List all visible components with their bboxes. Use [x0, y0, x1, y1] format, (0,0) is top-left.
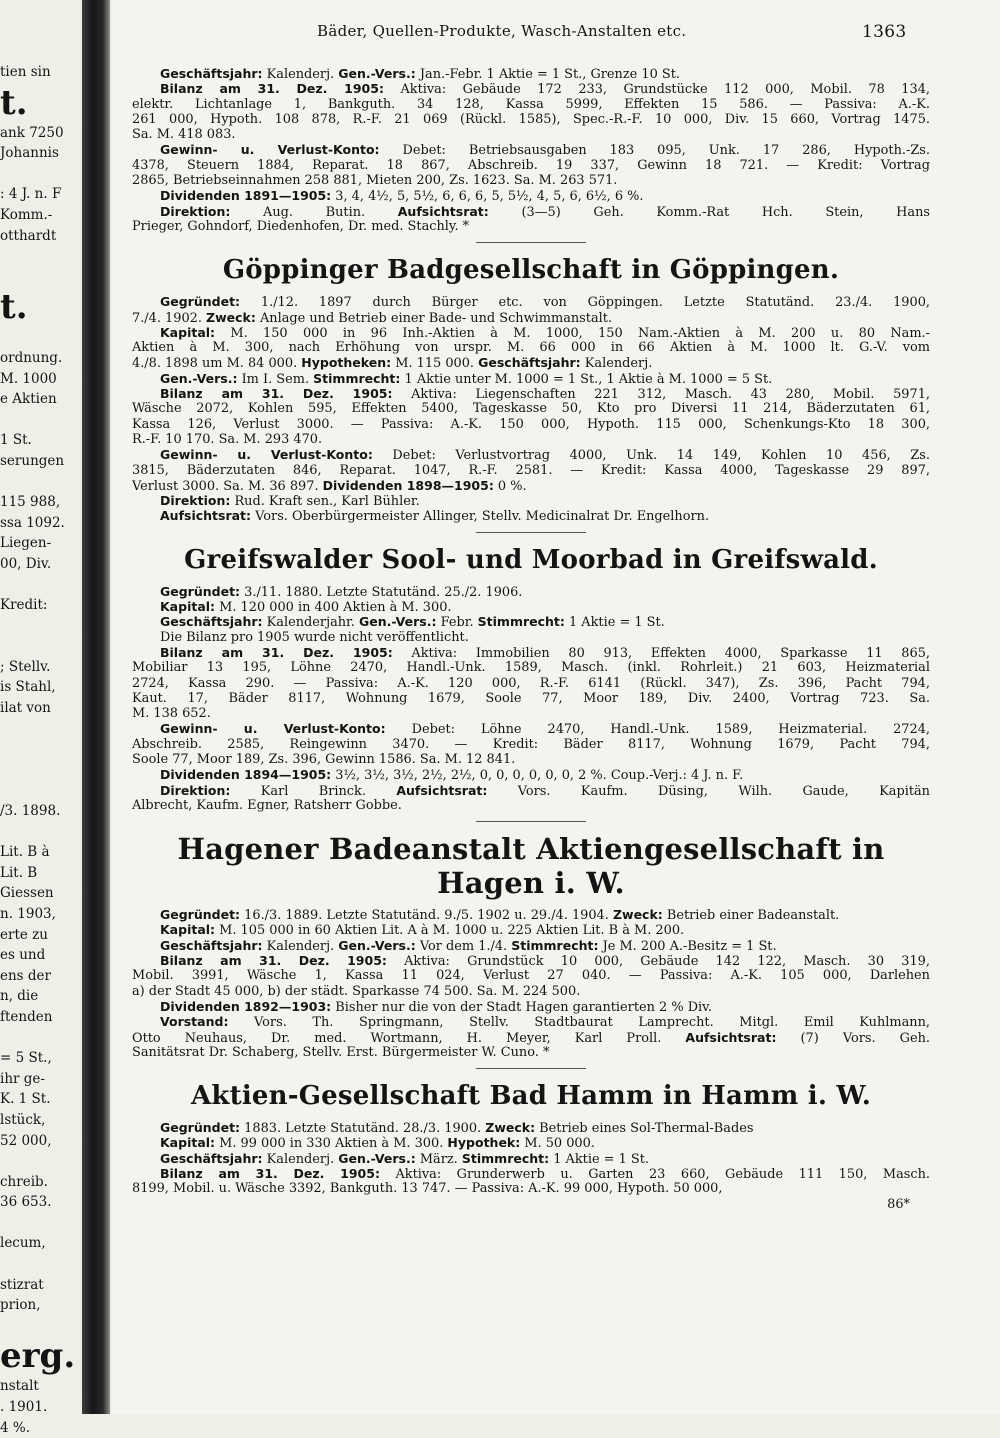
margin-line — [0, 1254, 82, 1275]
text-line: Sa. M. 418 083. — [132, 127, 236, 143]
text-line: Dividenden 1894—1905: 3½, 3½, 3½, 2½, 2½, 0, 0, 0, 0, 0, 0, 2 %. Coup.-Verj.: 4 J. n. F. — [160, 767, 744, 784]
margin-line: ank 7250 — [0, 124, 64, 141]
text-line: Kapital: M. 99 000 in 330 Aktien à M. 300. Hypothek: M. 50 000. — [160, 1135, 595, 1152]
text-line: 4./8. 1898 um M. 84 000. Hypotheken: M. 115 000. Geschäftsjahr: Kalenderj. — [132, 355, 653, 372]
margin-line: ftenden — [0, 1008, 53, 1025]
margin-line: t. — [0, 287, 28, 328]
section-divider — [476, 242, 586, 243]
margin-line: ihr ge- — [0, 1070, 45, 1087]
text-line: Albrecht, Kaufm. Egner, Ratsherr Gobbe. — [132, 797, 402, 813]
margin-line: /3. 1898. — [0, 803, 61, 819]
margin-line: Johannis — [0, 145, 59, 162]
margin-line: n, die — [0, 988, 39, 1005]
margin-line — [0, 739, 82, 760]
section-divider — [476, 1068, 586, 1069]
margin-line — [0, 164, 82, 185]
text-line: Aktien à M. 300, nach Erhöhung von urspr. M. 66 000 in 66 Aktien à M. 1000 lt. G.-V. vom — [132, 340, 930, 356]
margin-line — [0, 1028, 82, 1049]
margin-line — [0, 780, 82, 801]
margin-line — [0, 636, 82, 657]
text-line: Sanitätsrat Dr. Schaberg, Stellv. Erst. Bürgermeister W. Cuno. * — [132, 1044, 550, 1060]
page-content — [132, 66, 930, 1212]
text-line: Bilanz am 31. Dez. 1905: Aktiva: Gebäude 172 233, Grundstücke 112 000, Mobil. 78 134, — [160, 81, 930, 98]
text-line: Gewinn- u. Verlust-Konto: Debet: Betriebsausgaben 183 095, Unk. 17 286, Hypoth.-Zs. — [160, 142, 930, 159]
text-line: Direktion: Aug. Butin. Aufsichtsrat: (3—5) Geh. Komm.-Rat Hch. Stein, Hans — [160, 203, 930, 220]
text-line: Gewinn- u. Verlust-Konto: Debet: Verlustvortrag 4000, Unk. 14 149, Kohlen 10 456, Zs. — [160, 447, 930, 464]
margin-line — [0, 327, 82, 348]
margin-line: ilat von — [0, 700, 51, 717]
text-line: Bilanz am 31. Dez. 1905: Aktiva: Liegenschaften 221 312, Masch. 43 280, Mobil. 5971, — [160, 386, 930, 403]
margin-line: Lit. B à — [0, 844, 50, 861]
margin-line — [0, 574, 82, 595]
text-line: Direktion: Karl Brinck. Aufsichtsrat: Vors. Kaufm. Düsing, Wilh. Gaude, Kapitän — [160, 782, 930, 799]
margin-line: prion, — [0, 1297, 41, 1314]
margin-line — [0, 1213, 82, 1234]
text-line: Gegründet: 1883. Letzte Statutänd. 28./3. 1900. Zweck: Betrieb eines Sol-Thermal-Bades — [160, 1120, 754, 1137]
title-gap — [132, 287, 930, 294]
text-line: Mobil. 3991, Wäsche 1, Kassa 11 024, Verlust 27 040. — Passiva: A.-K. 105 000, Darlehen — [132, 968, 930, 984]
margin-line: is Stahl, — [0, 679, 56, 696]
margin-line: Liegen- — [0, 535, 52, 552]
text-line: Mobiliar 13 195, Löhne 2470, Handl.-Unk. 1589, Masch. (inkl. Rohrleit.) 21 603, Heizmaterial — [132, 660, 930, 676]
margin-line — [0, 760, 82, 781]
margin-line — [0, 410, 82, 431]
text-line: Bilanz am 31. Dez. 1905: Aktiva: Grundstück 10 000, Gebäude 142 122, Masch. 30 319, — [160, 953, 930, 970]
margin-line: ; Stellv. — [0, 658, 51, 675]
text-line: 3815, Bäderzutaten 846, Reparat. 1047, R.-F. 2581. — Kredit: Kassa 4000, Tageskasse 29 897, — [132, 462, 930, 478]
margin-line: 36 653. — [0, 1194, 52, 1211]
text-line: Bilanz am 31. Dez. 1905: Aktiva: Grunderwerb u. Garten 23 660, Gebäude 111 150, Masch. — [160, 1166, 930, 1183]
company-title: Hagener Badeanstalt Aktiengesellschaft in Hagen i. W. — [177, 832, 885, 901]
margin-line — [0, 822, 82, 843]
text-line: Verlust 3000. Sa. M. 36 897. Dividenden 1898—1905: 0 %. — [132, 477, 527, 494]
margin-line — [0, 267, 82, 288]
margin-line — [0, 1151, 82, 1172]
margin-line — [0, 472, 82, 493]
book-binding-gutter — [82, 0, 110, 1414]
text-line: 4378, Steuern 1884, Reparat. 18 867, Abschreib. 19 337, Gewinn 18 721. — Kredit: Vortrag — [132, 157, 930, 173]
margin-line: Kredit: — [0, 597, 48, 614]
margin-line: . 1901. — [0, 1399, 48, 1416]
text-line: Prieger, Gohndorf, Diedenhofen, Dr. med. Stachly. * — [132, 218, 470, 234]
text-line: a) der Stadt 45 000, b) der städt. Sparkasse 74 500. Sa. M. 224 500. — [132, 983, 581, 999]
margin-line: Komm.- — [0, 206, 53, 223]
text-line: Kapital: M. 105 000 in 60 Aktien Lit. A à M. 1000 u. 225 Aktien Lit. B à M. 200. — [160, 922, 685, 939]
margin-line — [0, 616, 82, 637]
margin-line: chreib. — [0, 1173, 48, 1190]
text-line: Geschäftsjahr: Kalenderj. Gen.-Vers.: Vor dem 1./4. Stimmrecht: Je M. 200 A.-Besitz = 1 St. — [160, 937, 777, 954]
text-line: Geschäftsjahr: Kalenderj. Gen.-Vers.: März. Stimmrecht: 1 Aktie = 1 St. — [160, 1150, 649, 1167]
margin-line: ordnung. — [0, 349, 63, 366]
text-line: Die Bilanz pro 1905 wurde nicht veröffentlicht. — [160, 629, 469, 645]
text-line: Geschäftsjahr: Kalenderjahr. Gen.-Vers.: Febr. Stimmrecht: 1 Aktie = 1 St. — [160, 614, 665, 631]
printer-signature-mark: 86* — [887, 1196, 910, 1212]
text-line: Dividenden 1892—1903: Bisher nur die von der Stadt Hagen garantierten 2 % Div. — [160, 998, 713, 1015]
margin-line: ens der — [0, 967, 51, 984]
title-gap — [132, 577, 930, 584]
page-number: 1363 — [862, 22, 907, 42]
text-line: Otto Neuhaus, Dr. med. Wortmann, H. Meyer, Karl Proll. Aufsichtsrat: (7) Vors. Geh. — [132, 1029, 930, 1046]
text-line: Gegründet: 1./12. 1897 durch Bürger etc. von Göppingen. Letzte Statutänd. 23./4. 1900, — [160, 294, 930, 311]
text-line: Gewinn- u. Verlust-Konto: Debet: Löhne 2470, Handl.-Unk. 1589, Heizmaterial. 2724, — [160, 721, 930, 738]
margin-line: e Aktien — [0, 391, 57, 408]
text-line: 261 000, Hypoth. 108 878, R.-F. 21 069 (Rückl. 1585), Spec.-R.-F. 10 000, Div. 15 660, Vortrag 1475. — [132, 111, 930, 127]
margin-line: erg. — [0, 1336, 76, 1377]
text-line: Abschreib. 2585, Reingewinn 3470. — Kredit: Bäder 8117, Wohnung 1679, Pacht 794, — [132, 736, 930, 752]
company-title: Göppinger Badgesellschaft in Göppingen. — [222, 255, 840, 286]
text-line: 8199, Mobil. u. Wäsche 3392, Bankguth. 13 747. — Passiva: A.-K. 99 000, Hypoth. 50 000, — [132, 1181, 723, 1197]
margin-line: : 4 J. n. F — [0, 186, 62, 203]
previous-page-margin — [0, 0, 82, 1436]
text-line: Kaut. 17, Bäder 8117, Wohnung 1679, Soole 77, Moor 189, Div. 2400, Vortrag 723. Sa. — [132, 690, 930, 706]
text-line: Aufsichtsrat: Vors. Oberbürgermeister Allinger, Stellv. Medicinalrat Dr. Engelhorn. — [160, 508, 710, 525]
margin-line: lstück, — [0, 1111, 46, 1128]
title-gap — [132, 1113, 930, 1120]
margin-line: tien sin — [0, 64, 51, 80]
section-divider — [476, 532, 586, 533]
text-line: 2865, Betriebseinnahmen 258 881, Mieten 200, Zs. 1623. Sa. M. 263 571. — [132, 173, 618, 189]
margin-line: 4 %. — [0, 1419, 30, 1436]
text-line: Soole 77, Moor 189, Zs. 396, Gewinn 1586. Sa. M. 12 841. — [132, 751, 516, 767]
margin-line: Giessen — [0, 885, 54, 902]
margin-line: ssa 1092. — [0, 514, 65, 531]
text-line: Kapital: M. 150 000 in 96 Inh.-Aktien à M. 1000, 150 Nam.-Aktien à M. 200 u. 80 Nam.- — [160, 324, 930, 341]
margin-line: K. 1 St. — [0, 1091, 51, 1108]
text-line: Gegründet: 16./3. 1889. Letzte Statutänd. 9./5. 1902 u. 29./4. 1904. Zweck: Betrieb einer Badeanstalt. — [160, 907, 840, 924]
text-line: Gen.-Vers.: Im I. Sem. Stimmrecht: 1 Aktie unter M. 1000 = 1 St., 1 Aktie à M. 1000 = 5 St. — [160, 370, 773, 387]
margin-line: 115 988, — [0, 494, 61, 511]
document-page — [112, 0, 1000, 1414]
text-line: Bilanz am 31. Dez. 1905: Aktiva: Immobilien 80 913, Effekten 4000, Sparkasse 11 865, — [160, 644, 930, 661]
margin-line: stizrat — [0, 1276, 44, 1293]
margin-line — [0, 246, 82, 267]
title-gap — [132, 900, 930, 907]
margin-line: lecum, — [0, 1235, 46, 1252]
company-title: Greifswalder Sool- und Moorbad in Greifswald. — [184, 544, 878, 575]
margin-line: otthardt — [0, 227, 57, 244]
company-title: Aktien-Gesellschaft Bad Hamm in Hamm i. W. — [191, 1081, 871, 1112]
text-line: Dividenden 1891—1905: 3, 4, 4½, 5, 5½, 6, 6, 6, 5, 5½, 4, 5, 6, 6½, 6 %. — [160, 188, 644, 205]
text-line: R.-F. 10 170. Sa. M. 293 470. — [132, 431, 323, 447]
margin-line: nstalt — [0, 1378, 39, 1395]
margin-line: M. 1000 — [0, 370, 57, 387]
margin-line: serungen — [0, 452, 65, 469]
text-line: M. 138 652. — [132, 706, 211, 722]
margin-line: t. — [0, 82, 28, 123]
margin-line: 1 St. — [0, 432, 32, 449]
text-line: Wäsche 2072, Kohlen 595, Effekten 5400, Tageskasse 50, Kto pro Diversi 11 214, Bäderzutaten 61, — [132, 401, 930, 417]
text-line: Kassa 126, Verlust 3000. — Passiva: A.-K. 150 000, Hypoth. 115 000, Schenkungs-Kto 18 300, — [132, 416, 930, 432]
margin-line — [0, 1316, 82, 1337]
margin-line: erte zu — [0, 926, 48, 943]
text-line: 7./4. 1902. Zweck: Anlage und Betrieb einer Bade- und Schwimmanstalt. — [132, 309, 613, 326]
margin-line: = 5 St., — [0, 1050, 52, 1067]
text-line: 2724, Kassa 290. — Passiva: A.-K. 120 000, R.-F. 6141 (Rückl. 347), Zs. 396, Pacht 794, — [132, 675, 930, 691]
margin-line: 52 000, — [0, 1132, 52, 1149]
margin-line: n. 1903, — [0, 905, 56, 922]
text-line: Vorstand: Vors. Th. Springmann, Stellv. Stadtbaurat Lamprecht. Mitgl. Emil Kuhlmann, — [160, 1014, 930, 1031]
text-line: Direktion: Rud. Kraft sen., Karl Bühler. — [160, 493, 420, 510]
margin-line: es und — [0, 947, 46, 964]
text-line: Geschäftsjahr: Kalenderj. Gen.-Vers.: Jan.-Febr. 1 Aktie = 1 St., Grenze 10 St. — [160, 66, 680, 82]
margin-spacer — [0, 0, 82, 62]
margin-line: 00, Div. — [0, 555, 52, 572]
text-line: elektr. Lichtanlage 1, Bankguth. 34 128, Kassa 5999, Effekten 15 586. — Passiva: A.-K. — [132, 96, 930, 112]
text-line: Gegründet: 3./11. 1880. Letzte Statutänd. 25./2. 1906. — [160, 583, 523, 600]
margin-line: Lit. B — [0, 864, 38, 881]
header-title: Bäder, Quellen-Produkte, Wasch-Anstalten etc. — [317, 22, 687, 40]
section-divider — [476, 821, 586, 822]
margin-line — [0, 719, 82, 740]
text-line: Kapital: M. 120 000 in 400 Aktien à M. 300. — [160, 599, 452, 616]
